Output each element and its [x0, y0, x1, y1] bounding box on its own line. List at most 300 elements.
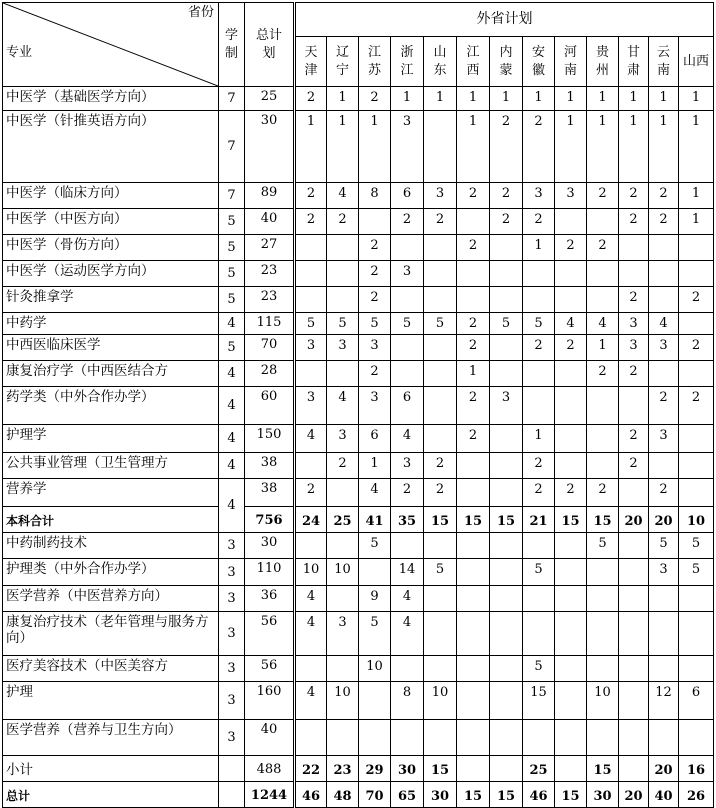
major-cell: 护理类（中外合作办学） [3, 559, 219, 586]
province-header-cell [327, 37, 359, 87]
province-value-cell [619, 261, 649, 287]
province-value-cell [587, 720, 619, 756]
province-value-cell: 5 [391, 313, 424, 335]
table-row [3, 387, 714, 425]
province-value-cell [649, 586, 679, 612]
province-value-cell: 2 [327, 453, 359, 479]
province-value-cell: 2 [490, 183, 523, 209]
province-value-cell: 1 [619, 111, 649, 183]
province-value-cell: 8 [391, 682, 424, 720]
province-value-cell: 2 [619, 287, 649, 313]
province-value-cell: 2 [424, 209, 457, 235]
major-cell: 小计 [3, 756, 219, 782]
province-value-cell [523, 361, 555, 387]
province-value-cell: 20 [619, 507, 649, 533]
system-cell: 3 [219, 612, 245, 656]
province-value-cell: 4 [327, 183, 359, 209]
province-value-cell: 1 [359, 111, 391, 183]
province-value-cell: 2 [619, 209, 649, 235]
province-value-cell [327, 586, 359, 612]
province-value-cell [679, 720, 714, 756]
province-value-cell: 15 [587, 756, 619, 782]
province-value-cell [490, 425, 523, 453]
province-value-cell: 1 [587, 335, 619, 361]
province-value-cell [490, 235, 523, 261]
table-row [3, 586, 714, 612]
province-value-cell: 2 [457, 387, 490, 425]
system-cell: 4 [219, 479, 245, 533]
province-value-cell: 1 [490, 87, 523, 111]
province-value-cell: 5 [359, 612, 391, 656]
province-value-cell: 3 [619, 313, 649, 335]
province-name: 甘肃 [626, 44, 640, 78]
table-row [3, 559, 714, 586]
province-value-cell [555, 586, 587, 612]
province-value-cell: 6 [391, 387, 424, 425]
table-row [3, 235, 714, 261]
province-value-cell: 30 [391, 756, 424, 782]
total-cell: 23 [245, 261, 295, 287]
province-value-cell: 15 [555, 507, 587, 533]
province-value-cell: 10 [587, 682, 619, 720]
province-name: 天津 [304, 44, 318, 78]
province-value-cell [619, 586, 649, 612]
province-value-cell: 1 [391, 87, 424, 111]
system-cell: 7 [219, 183, 245, 209]
province-value-cell [295, 656, 327, 682]
province-value-cell: 2 [523, 209, 555, 235]
province-value-cell [619, 720, 649, 756]
province-value-cell [587, 612, 619, 656]
province-value-cell [490, 479, 523, 507]
province-value-cell: 3 [327, 612, 359, 656]
province-value-cell [359, 720, 391, 756]
major-cell: 中药制药技术 [3, 533, 219, 559]
province-value-cell: 5 [424, 559, 457, 586]
province-value-cell [457, 682, 490, 720]
province-value-cell: 2 [523, 111, 555, 183]
total-cell: 27 [245, 235, 295, 261]
province-name: 辽宁 [335, 44, 349, 78]
province-value-cell: 9 [359, 586, 391, 612]
province-value-cell [391, 533, 424, 559]
province-value-cell [555, 425, 587, 453]
province-value-cell [649, 287, 679, 313]
province-value-cell [457, 559, 490, 586]
province-value-cell: 3 [391, 453, 424, 479]
province-value-cell: 4 [555, 313, 587, 335]
province-value-cell: 2 [359, 87, 391, 111]
table-row [3, 533, 714, 559]
province-value-cell [424, 387, 457, 425]
province-value-cell: 15 [555, 782, 587, 808]
province-value-cell [555, 387, 587, 425]
system-cell: 5 [219, 261, 245, 287]
province-value-cell [391, 361, 424, 387]
system-cell: 4 [219, 361, 245, 387]
province-value-cell [679, 235, 714, 261]
major-cell: 医学营养（营养与卫生方向） [3, 720, 219, 756]
province-header-cell [587, 37, 619, 87]
province-value-cell: 6 [679, 682, 714, 720]
province-value-cell [679, 586, 714, 612]
total-cell: 25 [245, 87, 295, 111]
province-value-cell: 1 [523, 425, 555, 453]
province-value-cell [327, 361, 359, 387]
province-value-cell: 3 [391, 111, 424, 183]
province-value-cell [619, 612, 649, 656]
province-value-cell [424, 612, 457, 656]
province-value-cell: 2 [679, 387, 714, 425]
major-province-header [3, 3, 219, 87]
province-value-cell: 2 [587, 183, 619, 209]
province-value-cell [490, 261, 523, 287]
province-value-cell: 4 [295, 612, 327, 656]
province-value-cell [619, 656, 649, 682]
province-value-cell: 3 [424, 183, 457, 209]
total-cell: 38 [245, 453, 295, 479]
province-value-cell: 8 [359, 183, 391, 209]
system-cell: 3 [219, 586, 245, 612]
province-value-cell [295, 533, 327, 559]
table-row [3, 361, 714, 387]
province-value-cell: 21 [523, 507, 555, 533]
total-cell: 30 [245, 533, 295, 559]
province-name: 云南 [656, 44, 670, 78]
province-value-cell: 1 [327, 87, 359, 111]
province-value-cell: 1 [555, 111, 587, 183]
total-cell: 110 [245, 559, 295, 586]
province-value-cell [327, 720, 359, 756]
major-cell: 中医学（骨伤方向） [3, 235, 219, 261]
province-value-cell: 14 [391, 559, 424, 586]
province-value-cell [457, 287, 490, 313]
province-value-cell: 15 [457, 782, 490, 808]
province-value-cell: 5 [679, 533, 714, 559]
province-value-cell: 10 [295, 559, 327, 586]
province-value-cell: 2 [555, 335, 587, 361]
enrollment-plan-table [2, 2, 714, 808]
province-value-cell [555, 720, 587, 756]
major-cell: 护理学 [3, 425, 219, 453]
major-cell: 中医学（中医方向） [3, 209, 219, 235]
province-value-cell: 3 [523, 183, 555, 209]
province-value-cell [295, 453, 327, 479]
system-cell: 4 [219, 387, 245, 425]
table-row [3, 335, 714, 361]
province-value-cell [490, 682, 523, 720]
system-cell: 5 [219, 235, 245, 261]
province-value-cell: 1 [295, 111, 327, 183]
province-value-cell: 2 [457, 313, 490, 335]
province-value-cell [649, 612, 679, 656]
province-value-cell [391, 656, 424, 682]
province-value-cell: 2 [619, 453, 649, 479]
province-value-cell [424, 720, 457, 756]
province-value-cell [327, 261, 359, 287]
province-value-cell [490, 720, 523, 756]
province-header-cell [679, 37, 714, 87]
province-header-cell [391, 37, 424, 87]
province-value-cell: 35 [391, 507, 424, 533]
province-value-cell: 1 [555, 87, 587, 111]
total-cell: 488 [245, 756, 295, 782]
table-row [3, 479, 714, 507]
province-value-cell: 3 [359, 335, 391, 361]
system-cell: 7 [219, 87, 245, 111]
province-value-cell [424, 111, 457, 183]
province-value-cell [457, 756, 490, 782]
province-value-cell: 46 [523, 782, 555, 808]
province-header-cell [555, 37, 587, 87]
province-value-cell: 10 [359, 656, 391, 682]
major-cell: 中医学（运动医学方向） [3, 261, 219, 287]
province-value-cell [619, 682, 649, 720]
total-cell: 160 [245, 682, 295, 720]
province-value-cell: 3 [490, 387, 523, 425]
province-value-cell: 3 [619, 335, 649, 361]
province-value-cell [424, 287, 457, 313]
province-value-cell: 2 [327, 209, 359, 235]
province-value-cell: 20 [649, 507, 679, 533]
province-value-cell: 3 [555, 183, 587, 209]
province-value-cell: 5 [327, 313, 359, 335]
province-value-cell [555, 682, 587, 720]
province-value-cell: 25 [523, 756, 555, 782]
province-value-cell: 2 [457, 235, 490, 261]
province-value-cell [424, 335, 457, 361]
province-value-cell [359, 559, 391, 586]
province-header-cell [649, 37, 679, 87]
province-value-cell [649, 720, 679, 756]
province-value-cell: 2 [295, 87, 327, 111]
province-value-cell: 5 [679, 559, 714, 586]
province-value-cell: 4 [649, 313, 679, 335]
province-value-cell [587, 453, 619, 479]
province-value-cell: 3 [327, 335, 359, 361]
table-row [3, 425, 714, 453]
province-value-cell [679, 313, 714, 335]
province-value-cell: 1 [619, 87, 649, 111]
province-name: 山东 [433, 44, 447, 78]
major-cell: 康复治疗技术（老年管理与服务方向） [3, 612, 219, 656]
province-value-cell [295, 720, 327, 756]
province-value-cell [555, 756, 587, 782]
total-cell: 756 [245, 507, 295, 533]
system-cell: 7 [219, 111, 245, 183]
province-value-cell [327, 533, 359, 559]
province-value-cell [327, 287, 359, 313]
system-cell: 3 [219, 656, 245, 682]
province-value-cell [619, 559, 649, 586]
major-cell: 中药学 [3, 313, 219, 335]
province-value-cell [424, 235, 457, 261]
province-value-cell: 2 [523, 453, 555, 479]
province-value-cell [457, 479, 490, 507]
province-value-cell [424, 533, 457, 559]
province-value-cell: 3 [649, 335, 679, 361]
province-value-cell [555, 209, 587, 235]
province-value-cell [391, 720, 424, 756]
province-header-cell [523, 37, 555, 87]
province-value-cell [490, 756, 523, 782]
province-value-cell: 2 [457, 425, 490, 453]
province-name: 江苏 [367, 44, 381, 78]
major-cell: 康复治疗学（中西医结合方 [3, 361, 219, 387]
system-cell: 5 [219, 287, 245, 313]
province-value-cell [587, 261, 619, 287]
total-cell: 28 [245, 361, 295, 387]
province-value-cell: 1 [679, 111, 714, 183]
province-header-cell [424, 37, 457, 87]
province-value-cell [490, 453, 523, 479]
province-value-cell: 41 [359, 507, 391, 533]
province-value-cell: 70 [359, 782, 391, 808]
province-value-cell [424, 656, 457, 682]
province-value-cell [555, 559, 587, 586]
province-value-cell [327, 479, 359, 507]
province-value-cell: 2 [649, 183, 679, 209]
province-value-cell: 4 [391, 612, 424, 656]
total-cell: 36 [245, 586, 295, 612]
province-value-cell: 3 [391, 261, 424, 287]
province-value-cell [490, 335, 523, 361]
province-value-cell: 4 [295, 586, 327, 612]
undergrad-subtotal-row [3, 507, 714, 533]
province-value-cell: 5 [587, 533, 619, 559]
grand-total-row [3, 782, 714, 808]
province-value-cell [457, 656, 490, 682]
province-value-cell [457, 586, 490, 612]
province-value-cell [457, 720, 490, 756]
total-cell: 150 [245, 425, 295, 453]
total-cell: 56 [245, 612, 295, 656]
table-row [3, 720, 714, 756]
province-value-cell: 1 [424, 87, 457, 111]
header-row-1 [3, 3, 714, 37]
province-value-cell: 3 [295, 387, 327, 425]
province-value-cell: 30 [587, 782, 619, 808]
major-cell: 护理 [3, 682, 219, 720]
province-value-cell [679, 425, 714, 453]
province-value-cell [295, 261, 327, 287]
province-value-cell: 2 [523, 335, 555, 361]
province-value-cell: 4 [391, 425, 424, 453]
table-row [3, 453, 714, 479]
total-cell: 23 [245, 287, 295, 313]
province-value-cell: 2 [523, 479, 555, 507]
table-body [3, 3, 714, 808]
province-value-cell [490, 656, 523, 682]
total-cell: 115 [245, 313, 295, 335]
table-row [3, 111, 714, 183]
province-value-cell: 15 [457, 507, 490, 533]
province-value-cell: 48 [327, 782, 359, 808]
province-value-cell: 1 [679, 87, 714, 111]
province-value-cell [649, 261, 679, 287]
province-value-cell: 2 [555, 479, 587, 507]
province-value-cell [587, 287, 619, 313]
province-value-cell: 1 [523, 87, 555, 111]
province-value-cell [679, 361, 714, 387]
province-value-cell [327, 235, 359, 261]
province-value-cell: 12 [649, 682, 679, 720]
province-value-cell [679, 612, 714, 656]
province-value-cell [555, 261, 587, 287]
province-value-cell [490, 361, 523, 387]
province-header-cell [295, 37, 327, 87]
total-cell: 38 [245, 479, 295, 507]
total-cell: 1244 [245, 782, 295, 808]
province-value-cell: 5 [490, 313, 523, 335]
system-header-label: 学制 [224, 27, 238, 61]
system-cell: 3 [219, 682, 245, 720]
province-value-cell: 15 [490, 782, 523, 808]
province-header-cell [490, 37, 523, 87]
province-value-cell: 1 [679, 209, 714, 235]
province-value-cell [587, 586, 619, 612]
province-name: 内蒙 [499, 44, 513, 78]
province-name: 贵州 [595, 44, 609, 78]
province-value-cell: 1 [587, 87, 619, 111]
province-value-cell [523, 720, 555, 756]
total-cell: 40 [245, 720, 295, 756]
province-value-cell: 2 [649, 479, 679, 507]
system-cell: 5 [219, 335, 245, 361]
province-value-cell [587, 209, 619, 235]
province-name: 浙江 [400, 44, 414, 78]
system-cell: 3 [219, 559, 245, 586]
province-value-cell [619, 533, 649, 559]
province-value-cell: 5 [523, 656, 555, 682]
table-row [3, 313, 714, 335]
table-row [3, 87, 714, 111]
system-cell [219, 756, 245, 782]
province-value-cell: 10 [424, 682, 457, 720]
province-value-cell: 40 [649, 782, 679, 808]
province-value-cell: 4 [327, 387, 359, 425]
province-value-cell: 15 [424, 507, 457, 533]
province-value-cell [555, 656, 587, 682]
province-value-cell: 2 [619, 183, 649, 209]
total-cell: 40 [245, 209, 295, 235]
province-value-cell [424, 425, 457, 453]
province-value-cell: 2 [295, 183, 327, 209]
province-value-cell: 20 [619, 782, 649, 808]
major-cell: 中医学（基础医学方向） [3, 87, 219, 111]
province-value-cell: 2 [649, 387, 679, 425]
province-value-cell: 2 [359, 261, 391, 287]
province-value-cell: 1 [327, 111, 359, 183]
province-value-cell [523, 612, 555, 656]
province-value-cell: 1 [457, 87, 490, 111]
province-value-cell: 5 [295, 313, 327, 335]
major-cell: 总计 [3, 782, 219, 808]
province-value-cell [490, 559, 523, 586]
province-value-cell: 16 [679, 756, 714, 782]
province-value-cell [490, 533, 523, 559]
province-value-cell [457, 453, 490, 479]
province-value-cell: 3 [649, 559, 679, 586]
province-value-cell: 4 [295, 682, 327, 720]
province-value-cell [295, 361, 327, 387]
province-value-cell [587, 559, 619, 586]
province-value-cell: 6 [391, 183, 424, 209]
province-value-cell: 15 [424, 756, 457, 782]
province-value-cell [457, 209, 490, 235]
province-value-cell: 1 [457, 361, 490, 387]
province-value-cell [619, 479, 649, 507]
